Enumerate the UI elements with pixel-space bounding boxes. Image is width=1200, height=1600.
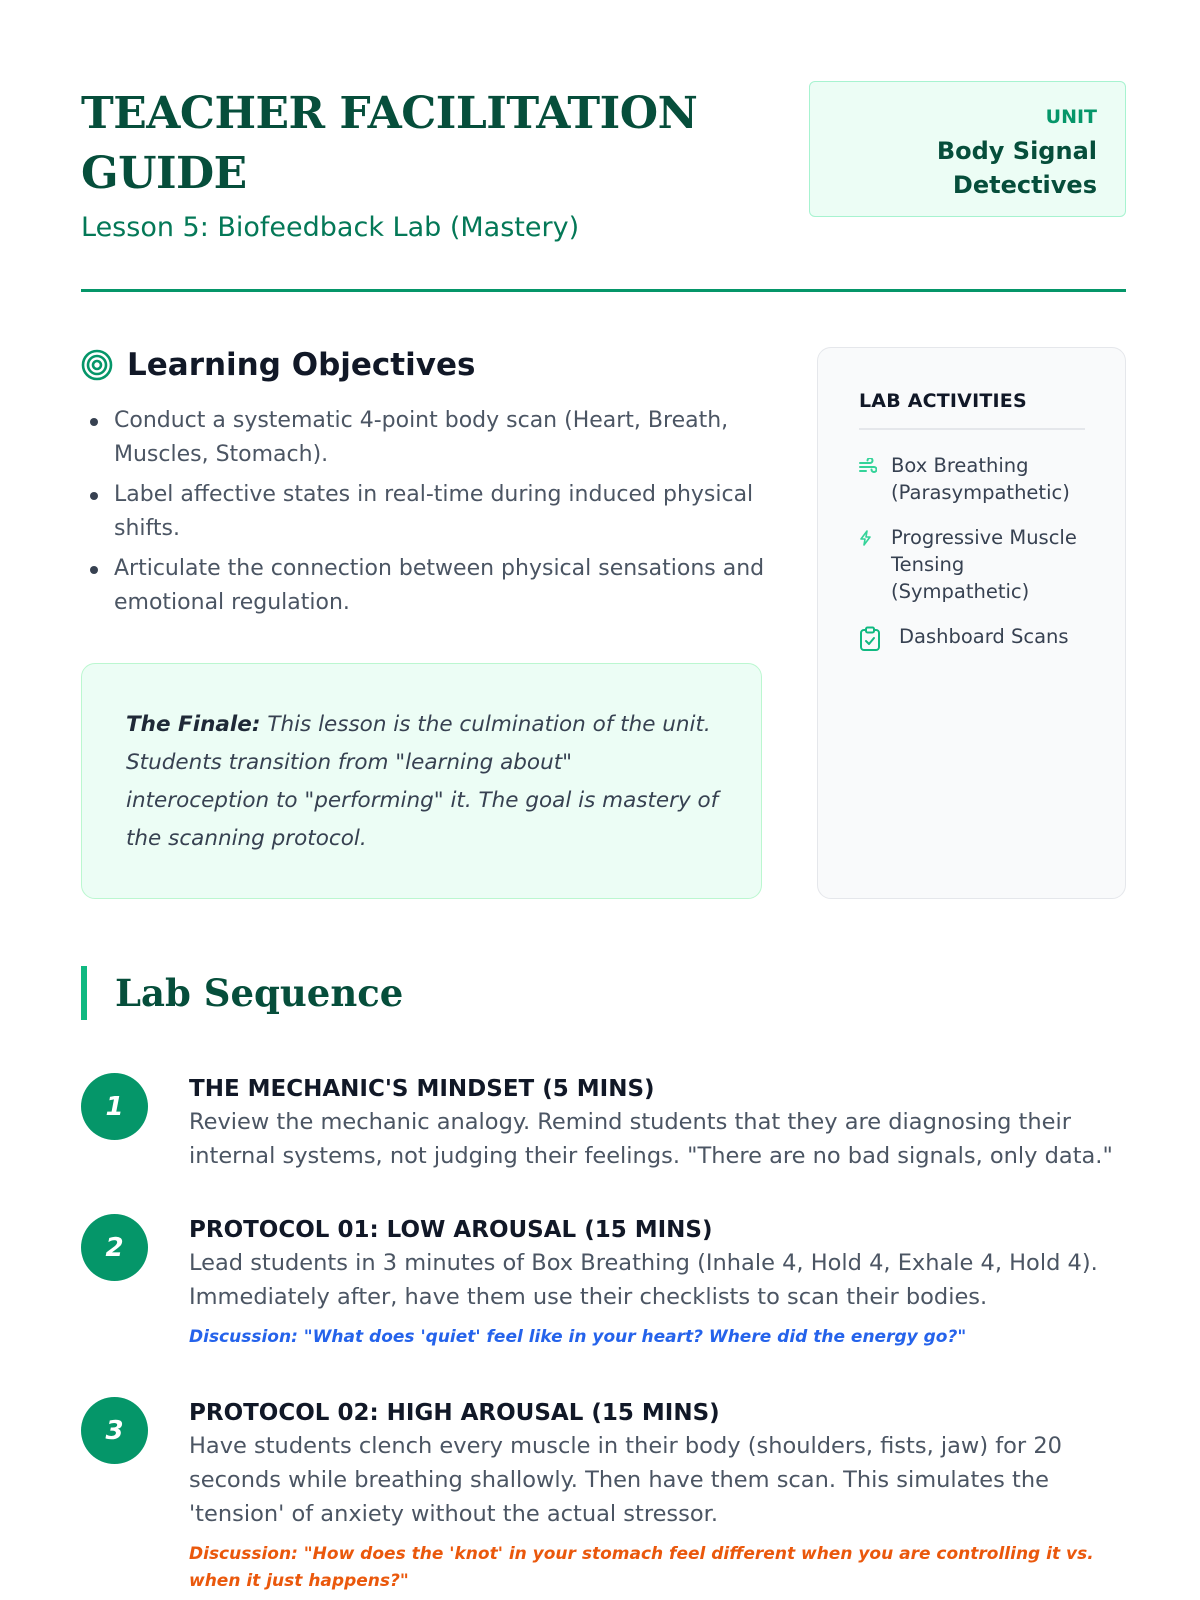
finale-lead: The Finale:: [126, 712, 261, 737]
list-item: Conduct a systematic 4-point body scan (Heart, Breath, Muscles, Stomach).: [88, 404, 768, 472]
finale-text: [126, 706, 721, 858]
finale-body: This lesson is the culmination of the unit. Students transition from "learning about" interoception to "performing" it. The goal is mastery of the scanning protocol.: [126, 712, 719, 851]
step-body: [189, 1073, 1126, 1173]
step-body: [189, 1397, 1126, 1595]
unit-name: Body Signal Detectives: [936, 137, 1097, 199]
unit-label: UNIT: [1045, 106, 1097, 128]
sequence-title: Lab Sequence: [115, 971, 404, 1015]
lab-item-label: Box Breathing (Parasympathetic): [891, 454, 1070, 504]
step-number: 2: [81, 1214, 148, 1281]
sequence-step: [81, 1214, 1126, 1351]
step-body: [189, 1214, 1126, 1351]
step-title: PROTOCOL 01: LOW AROUSAL (15 MINS): [189, 1217, 713, 1243]
sequence-heading: [81, 966, 403, 1020]
bolt-icon: [859, 524, 885, 554]
lab-item-label: Dashboard Scans: [899, 625, 1069, 648]
lab-item-label: Progressive Muscle Tensing (Sympathetic): [891, 526, 1077, 603]
list-item: [859, 524, 1085, 605]
list-item: Label affective states in real-time during induced physical shifts.: [88, 478, 768, 546]
lab-activities-list: [859, 452, 1085, 660]
clipboard-check-icon: [859, 623, 885, 660]
header-divider: [81, 289, 1126, 292]
target-icon: [81, 349, 113, 381]
objectives-title: Learning Objectives: [127, 347, 476, 383]
step-number: 1: [81, 1073, 148, 1140]
step-discussion: Discussion: "What does 'quiet' feel like in your heart? Where did the energy go?": [189, 1327, 967, 1347]
sequence-step: [81, 1397, 1126, 1595]
page-title: TEACHER FACILITATION GUIDE: [81, 88, 698, 199]
lab-activities-title: LAB ACTIVITIES: [859, 390, 1085, 430]
step-description: Have students clench every muscle in their body (shoulders, fists, jaw) for 20 seconds while breathing shallowly. Then have them scan. This simulates the 'tension' of anxiety without the actual stressor.: [189, 1433, 1062, 1527]
step-description: Lead students in 3 minutes of Box Breathing (Inhale 4, Hold 4, Exhale 4, Hold 4). Immediately after, have them use their checklists to scan their bodies.: [189, 1250, 1098, 1310]
lesson-subtitle: Lesson 5: Biofeedback Lab (Mastery): [81, 212, 580, 243]
wind-icon: [859, 452, 885, 482]
finale-callout: [81, 663, 762, 899]
step-description: Review the mechanic analogy. Remind students that they are diagnosing their internal systems, not judging their feelings. "There are no bad signals, only data.": [189, 1109, 1113, 1169]
step-number: 3: [81, 1397, 148, 1464]
step-title: PROTOCOL 02: HIGH AROUSAL (15 MINS): [189, 1400, 720, 1426]
objectives-heading: [81, 347, 475, 383]
step-discussion: Discussion: "How does the 'knot' in your stomach feel different when you are controlling it vs. when it just happens?": [189, 1544, 1094, 1591]
list-item: [859, 452, 1085, 506]
lab-activities-card: [817, 347, 1126, 899]
unit-badge: [809, 81, 1126, 217]
objectives-list: [88, 404, 768, 626]
list-item: [859, 623, 1085, 660]
list-item: Articulate the connection between physical sensations and emotional regulation.: [88, 552, 768, 620]
step-title: THE MECHANIC'S MINDSET (5 MINS): [189, 1076, 655, 1102]
sequence-step: [81, 1073, 1126, 1173]
